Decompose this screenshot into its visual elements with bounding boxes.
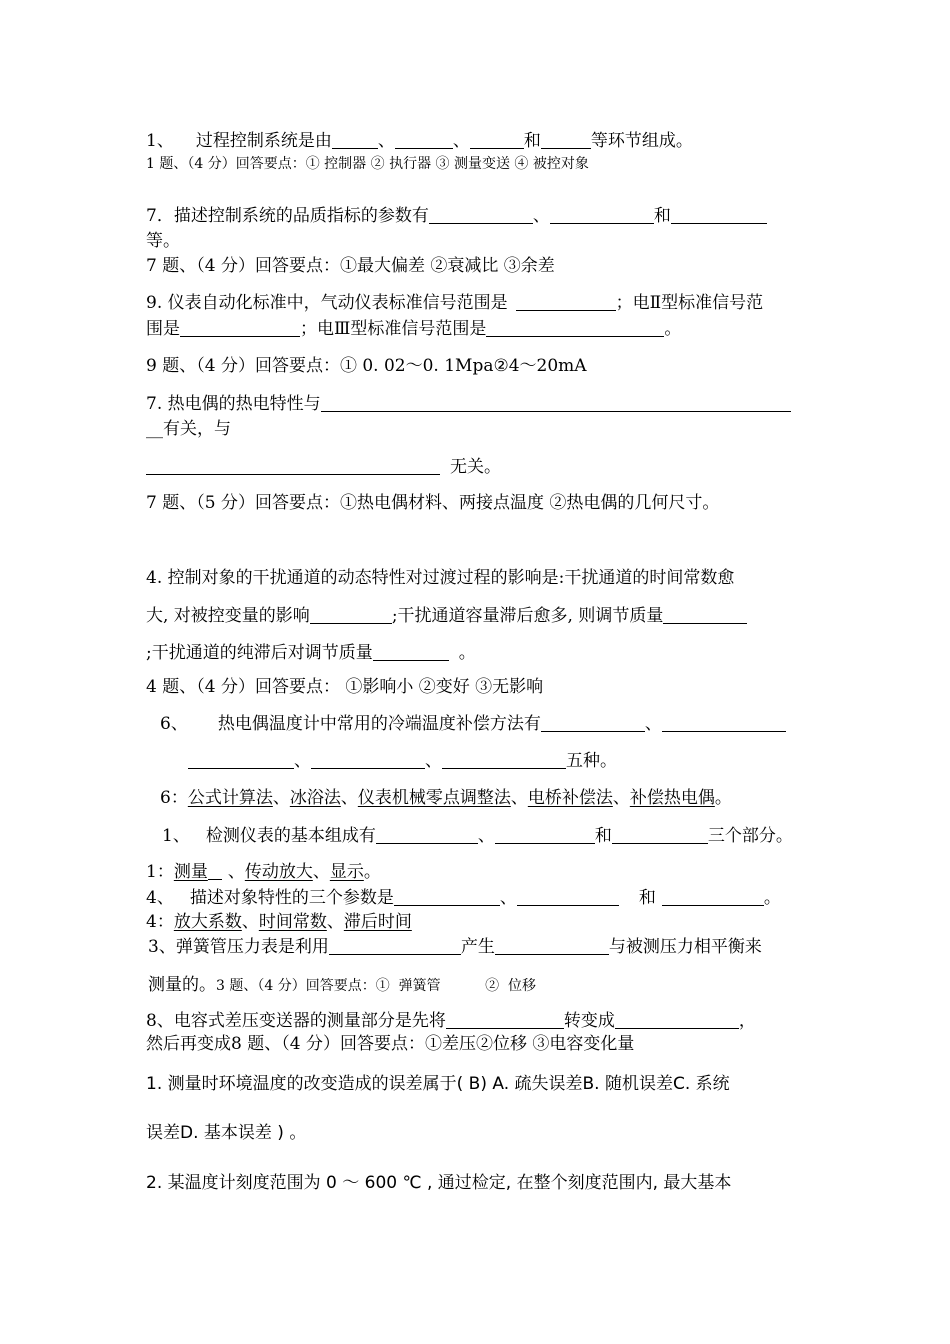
q4-disturb-answer: 4 题、（4 分）回答要点： ①影响小 ②变好 ③无影响 (146, 677, 544, 697)
q4-object-question (146, 883, 781, 908)
q7-thermo-question-line1 (146, 389, 791, 414)
q7-thermo-answer: 7 题、（5 分）回答要点：①热电偶材料、两接点温度 ②热电偶的几何尺寸。 (146, 493, 720, 513)
q9-signal-answer: 9 题、（4 分）回答要点：① 0. 02～0. 1Mpa②4～20mA (146, 356, 587, 376)
blank (188, 751, 294, 769)
blank (541, 131, 591, 149)
blank (395, 131, 453, 149)
separator: 、 (612, 788, 630, 808)
q4-disturb-question-line3 (146, 638, 476, 663)
question-text: 测量的。 (148, 975, 216, 995)
q3-spring-question-line1 (148, 932, 762, 957)
q4-disturb-question-line2 (146, 601, 747, 626)
q3-spring-answer: 3 题、（4 分）回答要点：① 弹簧管 ② 位移 (216, 978, 537, 994)
blank (517, 888, 619, 906)
separator: 、 (294, 751, 311, 771)
q7-quality-cont: 等。 (146, 231, 180, 251)
question-text: 围是 (146, 319, 180, 339)
question-text: 7. 热电偶的热电特性与 (146, 394, 321, 414)
blank (516, 293, 616, 311)
blank (376, 826, 478, 844)
question-text: 过程控制系统是由 (195, 131, 332, 151)
blank (663, 606, 747, 624)
answer-item: 电桥补偿法 (527, 788, 613, 808)
blank (495, 937, 609, 955)
answer-item: 仪表机械零点调整法 (357, 788, 511, 808)
question-text: ， (738, 1011, 756, 1031)
blank (394, 888, 500, 906)
blank (662, 888, 764, 906)
q7-thermo-question-line2: __有关，与 (146, 419, 231, 439)
mc2-question-line1: 2. 某温度计刻度范围为 0 ～ 600 ℃ , 通过检定, 在整个刻度范围内, 最大基本 (146, 1173, 732, 1193)
question-text: ；电Ⅱ型标准信号范 (615, 293, 764, 313)
question-text: 等环节组成。 (590, 131, 693, 151)
question-text: 9. 仪表自动化标准中，气动仪表标准信号范围是 (146, 293, 508, 313)
separator: 、 (499, 888, 517, 908)
blank (442, 751, 566, 769)
question-text: 描述对象特性的三个参数是 (189, 888, 394, 908)
question-number: 6、 (160, 714, 188, 734)
answer-item: 补偿热电偶 (629, 788, 715, 808)
question-text: 和 (523, 131, 541, 151)
question-text: ；电Ⅲ型标准信号范围是 (300, 319, 487, 339)
q6-coldjunction-question-line2 (188, 746, 617, 771)
question-text: 产生 (460, 937, 495, 957)
question-text: 和 (594, 826, 612, 846)
question-text: ;干扰通道的纯滞后对调节质量 (146, 643, 373, 663)
q4-disturb-question-line1: 4. 控制对象的干扰通道的动态特性对过渡过程的影响是:干扰通道的时间常数愈 (146, 568, 735, 588)
separator: 、 (241, 912, 259, 932)
blank (311, 751, 425, 769)
blank (146, 457, 440, 475)
q8-capacitive-answer: 8 题、（4 分）回答要点：①差压②位移 ③电容变化量 (231, 1034, 635, 1054)
q1-process-answer: 1 题、（4 分）回答要点：① 控制器 ② 执行器 ③ 测量变送 ④ 被控对象 (146, 156, 589, 172)
q4-object-answer (146, 907, 412, 932)
question-text: 8、电容式差压变送器的测量部分是先将 (146, 1011, 446, 1031)
q9-signal-question-line2 (146, 314, 681, 339)
blank (495, 826, 595, 844)
question-text: 和 (638, 888, 656, 908)
blank (446, 1011, 564, 1029)
question-text: 7．描述控制系统的品质指标的参数有 (146, 206, 429, 226)
answer-prefix: 1： (146, 862, 174, 882)
mc1-question-line1: 1. 测量时环境温度的改变造成的误差属于( B) A. 疏失误差B. 随机误差C. 系统 (146, 1074, 730, 1094)
question-text: ;干扰通道容量滞后愈多, 则调节质量 (391, 606, 664, 626)
separator: 、 (272, 788, 290, 808)
q3-spring-question-line2 (148, 970, 536, 995)
q1-process-question (146, 126, 693, 151)
mc1-question-line2: 误差D. 基本误差 ) 。 (146, 1123, 307, 1143)
q1-instrument-question (162, 821, 793, 846)
q7-thermo-question-line3 (146, 452, 501, 477)
blank (321, 394, 791, 412)
blank (486, 319, 664, 337)
separator: 、 (312, 862, 330, 882)
answer-item: 公式计算法 (187, 788, 273, 808)
blank (550, 206, 654, 224)
question-text: 大, 对被控变量的影响 (146, 606, 310, 626)
answer-item: 显示 (329, 862, 364, 882)
blank (373, 643, 449, 661)
q1-instrument-answer (146, 857, 381, 882)
separator: 、 (377, 131, 395, 151)
blank (615, 1011, 739, 1029)
question-text: 。 (763, 888, 781, 908)
q7-quality-answer: 7 题、（4 分）回答要点：①最大偏差 ②衰减比 ③余差 (146, 256, 555, 276)
question-text: 三个部分。 (707, 826, 793, 846)
blank (470, 131, 524, 149)
q6-coldjunction-question-line1 (160, 709, 786, 734)
blank (662, 714, 786, 732)
blank (612, 826, 708, 844)
separator: 、 (510, 788, 528, 808)
question-text: 与被测压力相平衡来 (608, 937, 762, 957)
answer-prefix: 6： (160, 788, 188, 808)
answer-tail: 。 (363, 862, 381, 882)
blank (541, 714, 645, 732)
separator: 、 (477, 826, 495, 846)
blank (332, 131, 378, 149)
answer-prefix: 4： (146, 912, 174, 932)
separator: 、 (644, 714, 662, 734)
separator: 、 (532, 206, 550, 226)
question-number: 1、 (146, 131, 174, 151)
question-text: 无关。 (450, 457, 501, 477)
blank (180, 319, 300, 337)
question-text: 转变成 (563, 1011, 615, 1031)
answer-tail: 。 (714, 788, 732, 808)
blank (429, 206, 533, 224)
question-text: 热电偶温度计中常用的冷端温度补偿方法有 (217, 714, 541, 734)
separator: 、 (452, 131, 470, 151)
blank (671, 206, 767, 224)
blank (310, 606, 392, 624)
q8-capacitive-question-line1 (146, 1006, 756, 1031)
separator: 、 (340, 788, 358, 808)
question-number: 1、 (162, 826, 190, 846)
answer-item: 冰浴法 (289, 788, 341, 808)
separator: 、 (227, 862, 245, 882)
q7-quality-question (146, 201, 767, 226)
blank (329, 937, 461, 955)
question-text: 和 (653, 206, 671, 226)
q6-coldjunction-answer (160, 783, 732, 808)
answer-item: 时间常数 (258, 912, 327, 932)
separator: 、 (425, 751, 442, 771)
answer-item: 滞后时间 (343, 912, 412, 932)
question-text: 。 (458, 643, 476, 663)
q8-capacitive-question-line2 (146, 1029, 634, 1054)
answer-item: 传动放大 (244, 862, 313, 882)
separator: 、 (326, 912, 344, 932)
answer-item: 放大系数 (173, 912, 242, 932)
question-text: 3、弹簧管压力表是利用 (148, 937, 329, 957)
question-text: 检测仪表的基本组成有 (205, 826, 376, 846)
question-text: 然后再变成 (146, 1034, 231, 1054)
question-number: 4、 (146, 888, 174, 908)
question-text: 五种。 (566, 751, 617, 771)
q9-signal-question-line1 (146, 288, 763, 313)
question-text: 。 (664, 319, 682, 339)
answer-item: 测量 (173, 862, 208, 882)
